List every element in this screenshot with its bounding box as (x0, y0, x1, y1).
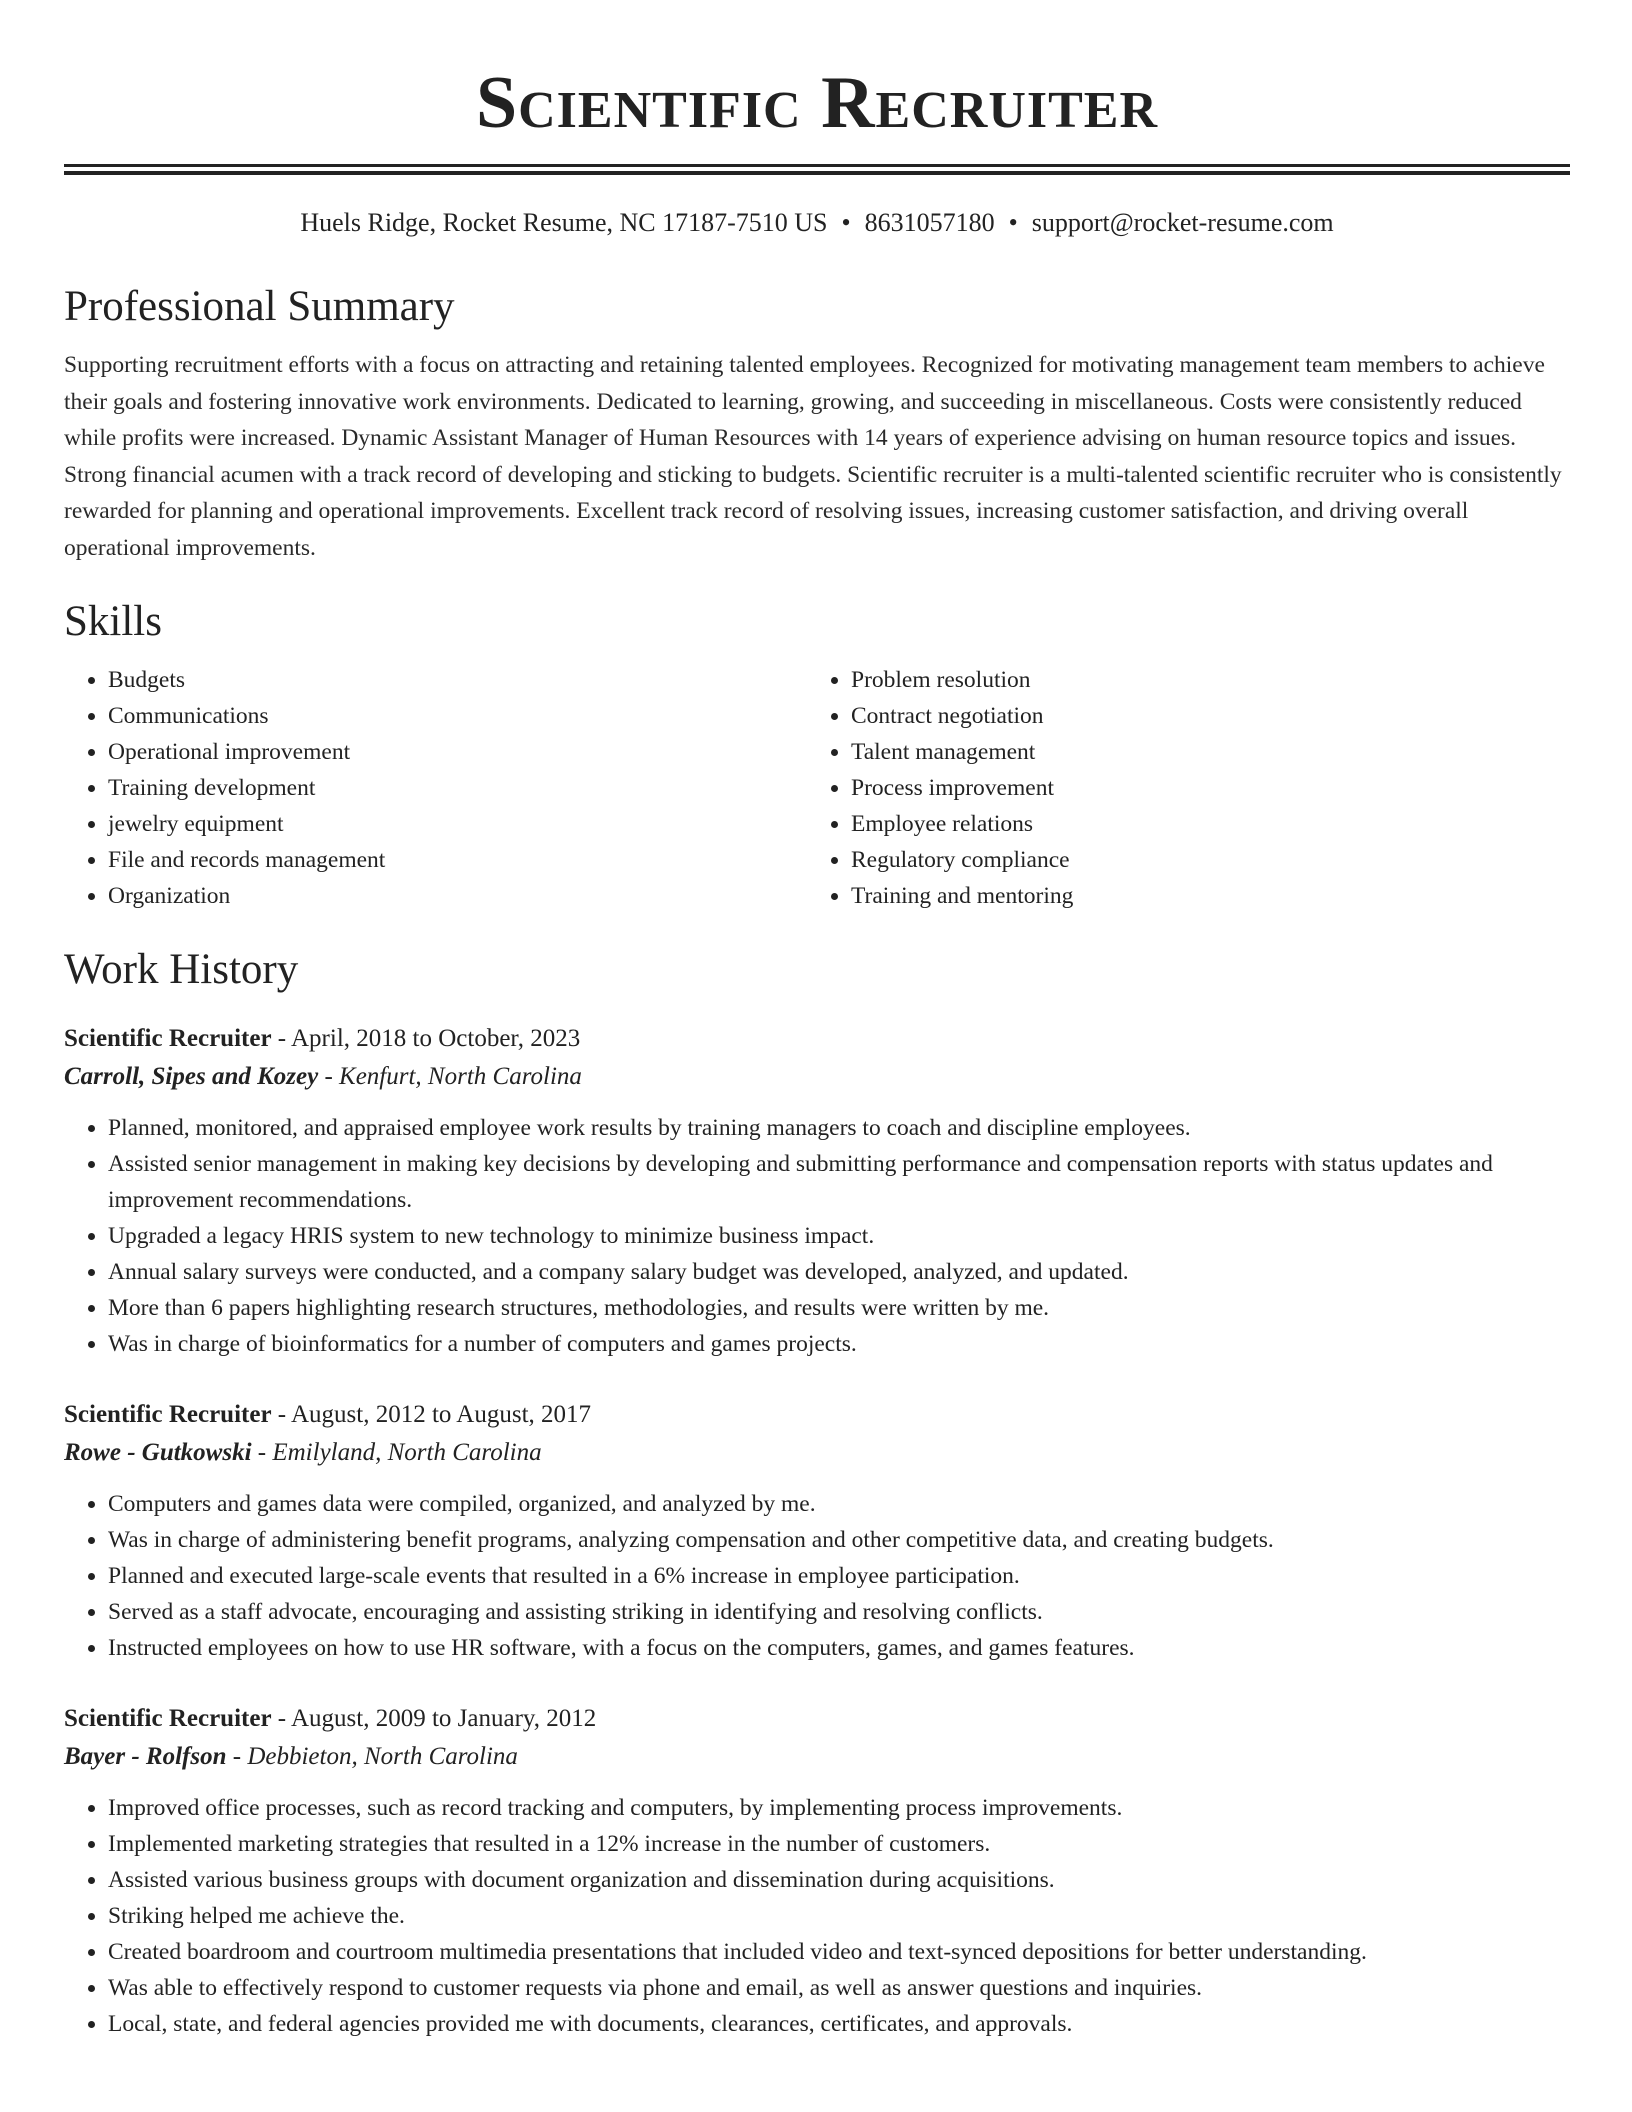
company-line: Carroll, Sipes and Kozey - Kenfurt, North Carolina (64, 1063, 582, 1090)
job-bullet: • Planned, monitored, and appraised employee work results by training managers to coach and discipline employees. (108, 1110, 1570, 1146)
job-title: Scientific Recruiter (64, 1401, 272, 1428)
job-bullet: • Annual salary surveys were conducted, and a company salary budget was developed, analyzed, and updated. (108, 1254, 1570, 1290)
skill-item: • Problem resolution (851, 662, 1550, 698)
skills-right-column (807, 662, 1550, 914)
contact-address: Huels Ridge, Rocket Resume, NC 17187-7510 US (300, 208, 828, 237)
job-bullet: • Was in charge of bioinformatics for a number of computers and games projects. (108, 1326, 1570, 1362)
job-bullet: • Implemented marketing strategies that resulted in a 12% increase in the number of customers. (108, 1826, 1570, 1862)
job-bullet: • Was able to effectively respond to customer requests via phone and email, as well as answer questions and inquiries. (108, 1970, 1570, 2006)
job-title-line: Scientific Recruiter - August, 2009 to January, 2012 (64, 1705, 597, 1732)
job-bullet: • Assisted senior management in making key decisions by developing and submitting performance and compensation reports with status updates and improvement recommendations. (108, 1146, 1570, 1218)
job-dates: April, 2018 to October, 2023 (291, 1025, 581, 1052)
job-dates: August, 2012 to August, 2017 (291, 1401, 592, 1428)
job-bullet: • Improved office processes, such as record tracking and computers, by implementing process improvements. (108, 1790, 1570, 1826)
job-dates: August, 2009 to January, 2012 (291, 1705, 597, 1732)
skill-item: • Training and mentoring (851, 878, 1550, 914)
skills-heading: Skills (64, 598, 162, 645)
job-entry (64, 1020, 1570, 1362)
work-history-list (64, 1020, 1570, 2042)
contact-email: support@rocket-resume.com (1031, 208, 1334, 237)
skill-item: • Talent management (851, 734, 1550, 770)
job-bullet: • Created boardroom and courtroom multimedia presentations that included video and text-synced depositions for better understanding. (108, 1934, 1570, 1970)
company-location: Debbieton, North Carolina (247, 1743, 518, 1770)
skill-item: • Operational improvement (108, 734, 807, 770)
work-history-heading: Work History (64, 946, 299, 993)
job-bullet: • Striking helped me achieve the. (108, 1898, 1570, 1934)
resume-title: Scientific Recruiter (475, 62, 1159, 144)
job-title-line: Scientific Recruiter - April, 2018 to October, 2023 (64, 1025, 581, 1052)
skill-item: • Budgets (108, 662, 807, 698)
skill-item: • Process improvement (851, 770, 1550, 806)
company-name: Carroll, Sipes and Kozey (64, 1063, 319, 1090)
job-bullet: • More than 6 papers highlighting research structures, methodologies, and results were written by me. (108, 1290, 1570, 1326)
job-bullet: • Upgraded a legacy HRIS system to new technology to minimize business impact. (108, 1218, 1570, 1254)
job-bullet: • Local, state, and federal agencies provided me with documents, clearances, certificates, and approvals. (108, 2006, 1570, 2042)
skill-item: • File and records management (108, 842, 807, 878)
company-location: Emilyland, North Carolina (272, 1439, 542, 1466)
job-title: Scientific Recruiter (64, 1705, 272, 1732)
contact-separator: • (841, 208, 851, 237)
company-line: Bayer - Rolfson - Debbieton, North Carolina (64, 1743, 518, 1770)
company-name: Bayer - Rolfson (64, 1743, 227, 1770)
contact-separator: • (1008, 208, 1018, 237)
job-bullet: • Was in charge of administering benefit programs, analyzing compensation and other competitive data, and creating budgets. (108, 1522, 1570, 1558)
job-bullet: • Computers and games data were compiled, organized, and analyzed by me. (108, 1486, 1570, 1522)
skill-item: • Contract negotiation (851, 698, 1550, 734)
skills-grid (64, 662, 1570, 914)
company-name: Rowe - Gutkowski (64, 1439, 252, 1466)
skill-item: • Communications (108, 698, 807, 734)
job-entry (64, 1396, 1570, 1666)
job-bullets (64, 1486, 1570, 1666)
job-entry (64, 1700, 1570, 2042)
job-bullet: • Instructed employees on how to use HR software, with a focus on the computers, games, and games features. (108, 1630, 1570, 1666)
company-line: Rowe - Gutkowski - Emilyland, North Carolina (64, 1439, 542, 1466)
skills-left-column (64, 662, 807, 914)
job-bullet: • Planned and executed large-scale events that resulted in a 6% increase in employee participation. (108, 1558, 1570, 1594)
summary-heading: Professional Summary (64, 283, 455, 330)
job-title: Scientific Recruiter (64, 1025, 272, 1052)
job-bullet: • Assisted various business groups with document organization and dissemination during acquisitions. (108, 1862, 1570, 1898)
company-location: Kenfurt, North Carolina (339, 1063, 582, 1090)
job-title-line: Scientific Recruiter - August, 2012 to August, 2017 (64, 1401, 592, 1428)
skill-item: • Employee relations (851, 806, 1550, 842)
contact-phone: 8631057180 (864, 208, 995, 237)
job-bullets (64, 1790, 1570, 2042)
job-bullets (64, 1110, 1570, 1362)
resume-page (64, 0, 1570, 2042)
skill-item: • Organization (108, 878, 807, 914)
job-bullet: • Served as a staff advocate, encouraging and assisting striking in identifying and resolving conflicts. (108, 1594, 1570, 1630)
title-divider (64, 164, 1570, 175)
contact-line (64, 205, 1570, 241)
skill-item: • Regulatory compliance (851, 842, 1550, 878)
skill-item: • Training development (108, 770, 807, 806)
skill-item: • jewelry equipment (108, 806, 807, 842)
summary-text: Supporting recruitment efforts with a focus on attracting and retaining talented employees. Recognized for motivating management team members to achieve their goals and fostering innovative work environments. Dedicated to learning, growing, and succeeding in miscellaneous. Costs were consistently reduced while profits were increased. Dynamic Assistant Manager of Human Resources with 14 years of experience advising on human resource topics and issues. Strong financial acumen with a track record of developing and sticking to budgets. Scientific recruiter is a multi-talented scientific recruiter who is consistently rewarded for planning and operational improvements. Excellent track record of resolving issues, increasing customer satisfaction, and driving overall operational improvements. (64, 352, 1562, 561)
